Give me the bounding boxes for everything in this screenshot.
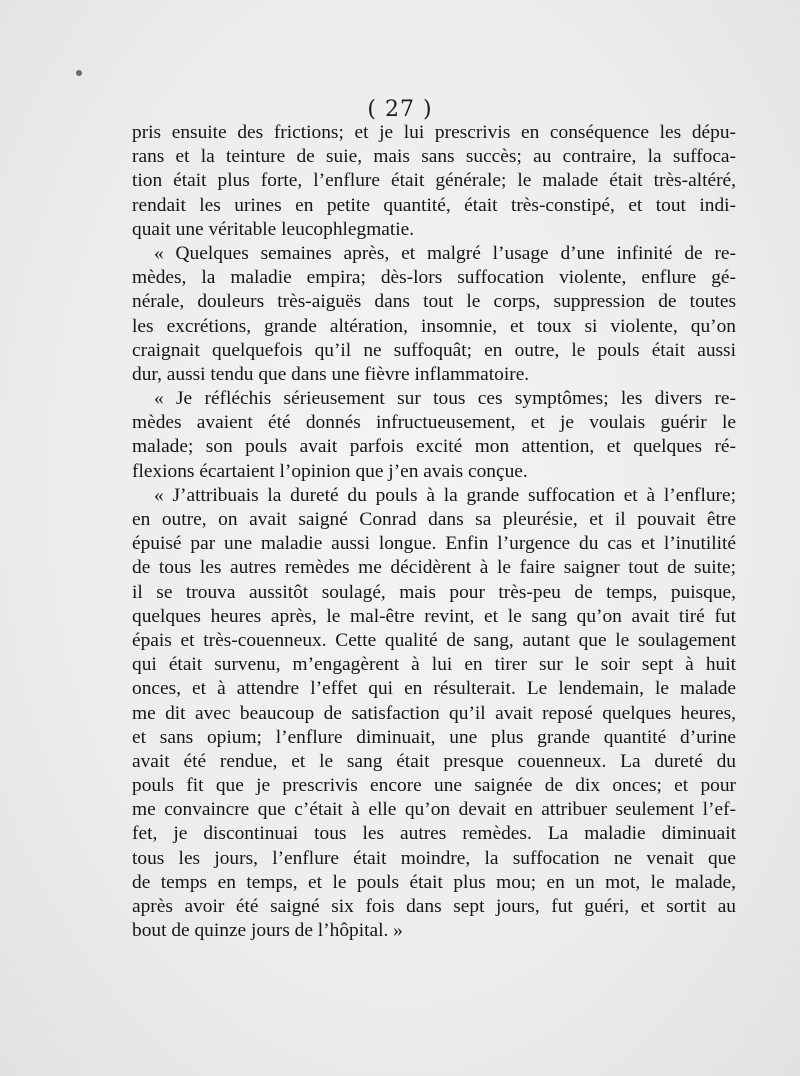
text-line: flexions écartaient l’opinion que j’en avais conçue.: [132, 460, 528, 482]
text-line: tous les jours, l’enflure était moindre, la suffocation ne venait que: [132, 847, 736, 869]
text-line: avait été rendue, et le sang était presque couenneux. La dureté du: [132, 750, 736, 772]
text-line: tion était plus forte, l’enflure était générale; le malade était très-altéré,: [132, 170, 736, 192]
text-line: bout de quinze jours de l’hôpital. »: [132, 920, 403, 942]
text-line: il se trouva aussitôt soulagé, mais pour très-peu de temps, puisque,: [132, 581, 736, 603]
text-line: « Je réfléchis sérieusement sur tous ces symptômes; les divers re-: [154, 388, 736, 410]
text-line: quelques heures après, le mal-être revint, et le sang qu’on avait tiré fut: [132, 605, 736, 627]
text-line: pouls fit que je prescrivis encore une saignée de dix onces; et pour: [132, 775, 736, 797]
text-line: épais et très-couenneux. Cette qualité de sang, autant que le soulagement: [132, 629, 736, 651]
text-line: épuisé par une maladie aussi longue. Enfin l’urgence du cas et l’inutilité: [132, 533, 736, 555]
text-line: qui était survenu, m’engagèrent à lui en tirer sur le soir sept à huit: [132, 654, 736, 676]
text-line: onces, et à attendre l’effet qui en résulterait. Le lendemain, le malade: [132, 678, 736, 700]
text-line: « J’attribuais la dureté du pouls à la grande suffocation et à l’enflure;: [154, 484, 736, 506]
text-line: « Quelques semaines après, et malgré l’usage d’une infinité de re-: [154, 242, 736, 264]
text-line: les excrétions, grande altération, insomnie, et toux si violente, qu’on: [132, 315, 736, 337]
page-number: ( 27 ): [367, 97, 433, 122]
text-line: malade; son pouls avait parfois excité mon attention, et quelques ré-: [132, 436, 736, 458]
body-text: [132, 121, 736, 943]
text-line: craignait quelquefois qu’il ne suffoquât; en outre, le pouls était aussi: [132, 339, 736, 361]
ink-speck: [76, 70, 82, 76]
text-line: rendait les urines en petite quantité, était très-constipé, et tout indi-: [132, 194, 736, 216]
text-line: fet, je discontinuai tous les autres remèdes. La maladie diminuait: [132, 823, 736, 845]
text-line: nérale, douleurs très-aiguës dans tout le corps, suppression de toutes: [132, 291, 736, 313]
text-line: et sans opium; l’enflure diminuait, une plus grande quantité d’urine: [132, 726, 736, 748]
text-line: quait une véritable leucophlegmatie.: [132, 218, 415, 240]
text-line: me convaincre que c’était à elle qu’on devait en attribuer seulement l’ef-: [132, 799, 736, 821]
text-line: dur, aussi tendu que dans une fièvre inflammatoire.: [132, 363, 530, 385]
text-line: mèdes avaient été donnés infructueusement, et je voulais guérir le: [132, 412, 736, 434]
text-line: pris ensuite des frictions; et je lui prescrivis en conséquence les dépu-: [132, 122, 736, 143]
text-line: rans et la teinture de suie, mais sans succès; au contraire, la suffoca-: [132, 146, 736, 168]
text-line: me dit avec beaucoup de satisfaction qu’il avait reposé quelques heures,: [132, 702, 736, 724]
text-line: après avoir été saigné six fois dans sept jours, fut guéri, et sortit au: [132, 896, 736, 917]
text-line: de temps en temps, et le pouls était plus mou; en un mot, le malade,: [132, 871, 736, 893]
text-line: mèdes, la maladie empira; dès-lors suffocation violente, enflure gé-: [132, 267, 736, 289]
text-line: de tous les autres remèdes me décidèrent à le faire saigner tout de suite;: [132, 557, 736, 579]
text-line: en outre, on avait saigné Conrad dans sa pleurésie, et il pouvait être: [132, 509, 736, 530]
